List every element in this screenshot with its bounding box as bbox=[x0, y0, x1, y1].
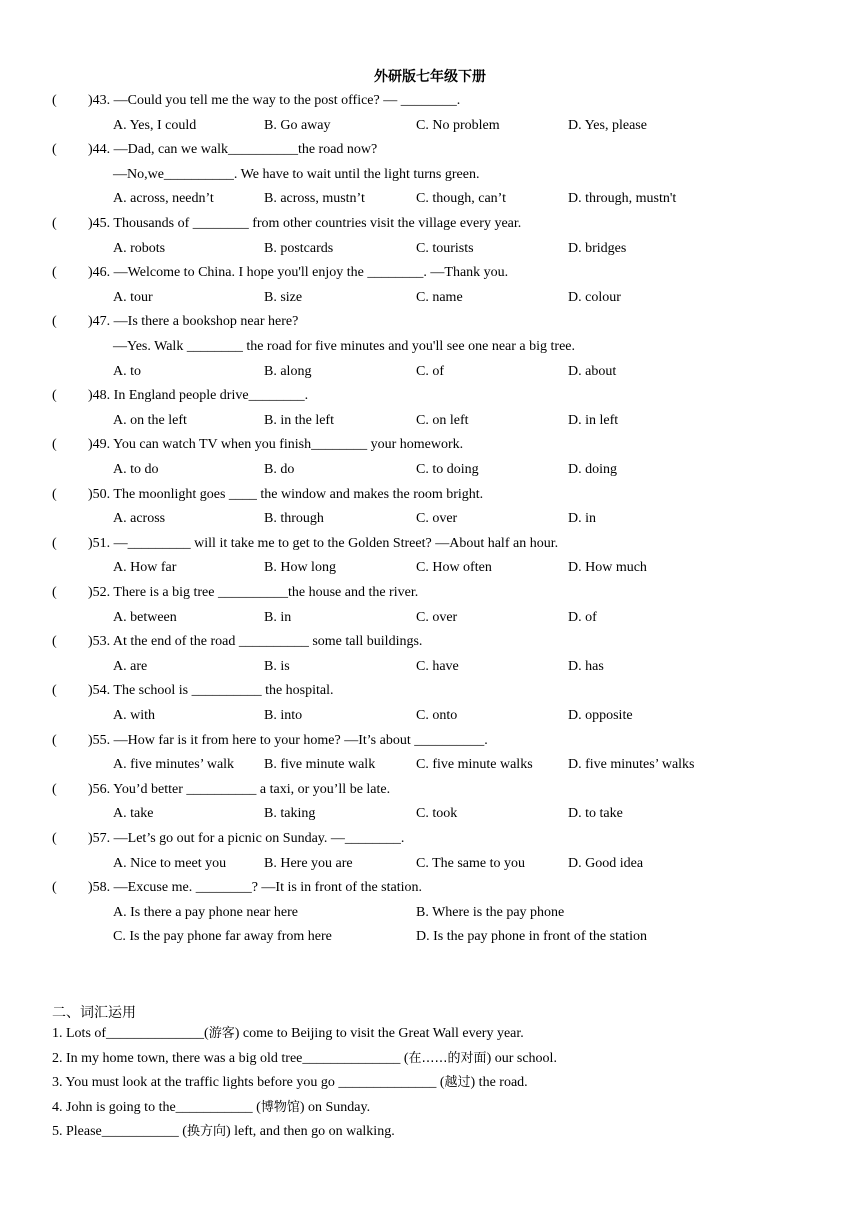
answer-bracket[interactable]: ( bbox=[52, 535, 57, 551]
answer-bracket[interactable]: ( bbox=[52, 216, 57, 231]
answer-bracket[interactable]: ( bbox=[52, 314, 57, 330]
question-text: )56. You’d better __________ a taxi, or you’ll be late. bbox=[88, 781, 391, 797]
question-text: )47. —Is there a bookshop near here? bbox=[88, 314, 299, 330]
answer-option[interactable]: D. colour bbox=[568, 289, 621, 305]
answer-bracket[interactable]: ( bbox=[52, 831, 57, 846]
chinese-hint: 在……的对面 bbox=[408, 1050, 487, 1066]
answer-option[interactable]: A. take bbox=[113, 806, 154, 822]
answer-option[interactable]: C. Is the pay phone far away from here bbox=[113, 929, 332, 945]
answer-option[interactable]: D. Yes, please bbox=[568, 117, 647, 133]
answer-option[interactable]: C. over bbox=[416, 511, 458, 527]
answer-option[interactable]: C. The same to you bbox=[416, 855, 526, 871]
vocabulary-text: 1. Lots of______________( bbox=[52, 1026, 209, 1041]
answer-option[interactable]: A. are bbox=[113, 658, 148, 674]
answer-option[interactable]: A. across bbox=[113, 511, 166, 527]
answer-bracket[interactable]: ( bbox=[52, 265, 57, 281]
answer-option[interactable]: A. tour bbox=[113, 289, 153, 305]
question-text: )44. —Dad, can we walk__________the road now? bbox=[88, 142, 378, 158]
question-stem bbox=[52, 313, 298, 331]
vocabulary-item bbox=[52, 1123, 395, 1141]
question-stem bbox=[52, 92, 460, 110]
vocabulary-text: ) come to Beijing to visit the Great Wall every year. bbox=[234, 1026, 524, 1041]
answer-bracket[interactable]: ( bbox=[52, 781, 57, 797]
answer-option[interactable]: B. Here you are bbox=[264, 855, 353, 871]
question-stem bbox=[52, 215, 521, 233]
answer-bracket[interactable]: ( bbox=[52, 880, 57, 896]
answer-option[interactable]: B. in the left bbox=[264, 412, 334, 428]
answer-option[interactable]: B. postcards bbox=[264, 240, 334, 256]
answer-option[interactable]: C. to doing bbox=[416, 462, 479, 477]
answer-option[interactable]: D. bridges bbox=[568, 240, 627, 256]
answer-option[interactable]: B. is bbox=[264, 658, 290, 674]
answer-option[interactable]: D. five minutes’ walks bbox=[568, 757, 695, 773]
section-title-vocabulary: 二、词汇运用 bbox=[52, 1005, 136, 1021]
answer-option[interactable]: B. along bbox=[264, 363, 312, 379]
chinese-hint: 换方向 bbox=[186, 1124, 226, 1139]
vocabulary-text: ) on Sunday. bbox=[299, 1099, 371, 1115]
answer-option[interactable]: A. How far bbox=[113, 560, 177, 576]
vocabulary-text: 4. John is going to the___________ ( bbox=[52, 1099, 261, 1115]
answer-option[interactable]: B. Where is the pay phone bbox=[416, 904, 565, 920]
answer-option[interactable]: C. have bbox=[416, 658, 459, 674]
question-text: )45. Thousands of ________ from other countries visit the village every year. bbox=[88, 216, 522, 231]
vocabulary-item bbox=[52, 1099, 370, 1117]
answer-option[interactable]: A. on the left bbox=[113, 412, 187, 428]
answer-option[interactable]: C. onto bbox=[416, 708, 458, 723]
answer-option[interactable]: D. to take bbox=[568, 806, 623, 822]
answer-option[interactable]: A. to bbox=[113, 363, 141, 379]
answer-bracket[interactable]: ( bbox=[52, 486, 57, 502]
answer-option[interactable]: D. about bbox=[568, 363, 617, 379]
answer-bracket[interactable]: ( bbox=[52, 437, 57, 453]
question-stem bbox=[52, 830, 404, 848]
vocabulary-item bbox=[52, 1050, 557, 1068]
question-stem bbox=[52, 682, 334, 700]
answer-option[interactable]: A. with bbox=[113, 708, 155, 723]
question-text: )43. —Could you tell me the way to the post office? — ________. bbox=[88, 93, 461, 108]
vocabulary-item bbox=[52, 1025, 524, 1043]
answer-option[interactable]: B. across, mustn’t bbox=[264, 191, 365, 207]
answer-option[interactable]: D. Good idea bbox=[568, 855, 644, 871]
answer-bracket[interactable]: ( bbox=[52, 683, 57, 699]
vocabulary-text: 2. In my home town, there was a big old tree______________ ( bbox=[52, 1050, 409, 1066]
answer-option[interactable]: C. of bbox=[416, 363, 444, 379]
question-stem bbox=[52, 436, 463, 454]
answer-option[interactable]: A. across, needn’t bbox=[113, 191, 214, 207]
answer-option[interactable]: C. over bbox=[416, 609, 458, 625]
question-text: )54. The school is __________ the hospital. bbox=[88, 683, 334, 699]
question-stem bbox=[52, 633, 422, 651]
answer-option[interactable]: A. Is there a pay phone near here bbox=[113, 904, 299, 920]
answer-option[interactable]: C. tourists bbox=[416, 240, 474, 256]
question-text: )53. At the end of the road __________ some tall buildings. bbox=[88, 634, 423, 650]
question-text: )46. —Welcome to China. I hope you'll enjoy the ________. —Thank you. bbox=[88, 265, 509, 281]
answer-option[interactable]: B. through bbox=[264, 511, 324, 527]
vocabulary-item bbox=[52, 1074, 528, 1092]
answer-option[interactable]: B. in bbox=[264, 609, 292, 625]
answer-option[interactable]: A. robots bbox=[113, 240, 166, 256]
answer-option[interactable]: A. five minutes’ walk bbox=[113, 757, 235, 773]
vocabulary-text: ) left, and then go on walking. bbox=[225, 1124, 395, 1139]
answer-option[interactable]: C. on left bbox=[416, 412, 469, 428]
answer-option[interactable]: A. between bbox=[113, 609, 177, 625]
question-stem bbox=[52, 879, 422, 897]
answer-option[interactable]: D. doing bbox=[568, 462, 617, 477]
vocabulary-text: 3. You must look at the traffic lights before you go ______________ ( bbox=[52, 1075, 445, 1090]
question-text: )57. —Let’s go out for a picnic on Sunday. —________. bbox=[88, 831, 405, 846]
answer-option[interactable]: C. though, can’t bbox=[416, 191, 506, 207]
question-text: )58. —Excuse me. ________? —It is in front of the station. bbox=[88, 880, 422, 896]
answer-option[interactable]: D. Is the pay phone in front of the station bbox=[416, 929, 647, 945]
chinese-hint: 越过 bbox=[444, 1075, 471, 1090]
answer-option[interactable]: B. into bbox=[264, 708, 303, 723]
answer-option[interactable]: D. How much bbox=[568, 560, 647, 576]
answer-bracket[interactable]: ( bbox=[52, 142, 57, 158]
chinese-hint: 博物馆 bbox=[260, 1099, 300, 1115]
question-stem bbox=[52, 732, 488, 750]
answer-option[interactable]: B. five minute walk bbox=[264, 757, 376, 773]
page-title: 外研版七年级下册 bbox=[374, 69, 486, 85]
question-text: )50. The moonlight goes ____ the window and makes the room bright. bbox=[88, 486, 484, 502]
answer-bracket[interactable]: ( bbox=[52, 388, 57, 404]
question-stem bbox=[52, 584, 418, 602]
answer-option[interactable]: A. to do bbox=[113, 462, 159, 477]
answer-option[interactable]: A. Yes, I could bbox=[113, 117, 197, 133]
answer-option[interactable]: A. Nice to meet you bbox=[113, 855, 227, 871]
question-text: )48. In England people drive________. bbox=[88, 388, 309, 404]
question-text: )51. —_________ will it take me to get to the Golden Street? —About half an hour. bbox=[88, 535, 559, 551]
question-text: )49. You can watch TV when you finish________ your homework. bbox=[88, 437, 464, 453]
question-stem bbox=[52, 781, 390, 799]
answer-bracket[interactable]: ( bbox=[52, 93, 57, 108]
answer-option[interactable]: D. in bbox=[568, 511, 596, 527]
question-stem bbox=[52, 264, 508, 282]
answer-option[interactable]: C. No problem bbox=[416, 117, 500, 133]
question-stem bbox=[52, 486, 483, 504]
question-text: )55. —How far is it from here to your home? —It’s about __________. bbox=[88, 732, 488, 748]
question-continuation: —No,we__________. We have to wait until the light turns green. bbox=[113, 166, 480, 182]
answer-option[interactable]: C. five minute walks bbox=[416, 757, 533, 773]
question-text: )52. There is a big tree __________the house and the river. bbox=[88, 585, 419, 600]
answer-option[interactable]: D. of bbox=[568, 609, 597, 625]
question-continuation: —Yes. Walk ________ the road for five minutes and you'll see one near a big tree. bbox=[113, 339, 575, 354]
answer-option[interactable]: C. took bbox=[416, 806, 458, 822]
answer-bracket[interactable]: ( bbox=[52, 634, 57, 650]
question-stem bbox=[52, 535, 558, 553]
answer-option[interactable]: D. in left bbox=[568, 412, 619, 428]
answer-option[interactable]: C. name bbox=[416, 289, 463, 305]
answer-bracket[interactable]: ( bbox=[52, 585, 57, 600]
answer-option[interactable]: C. How often bbox=[416, 560, 492, 576]
answer-option[interactable]: D. opposite bbox=[568, 708, 633, 723]
vocabulary-text: ) our school. bbox=[486, 1050, 557, 1066]
answer-option[interactable]: B. size bbox=[264, 289, 303, 305]
answer-option[interactable]: B. Go away bbox=[264, 117, 331, 133]
answer-option[interactable]: B. do bbox=[264, 462, 295, 477]
answer-option[interactable]: D. has bbox=[568, 658, 604, 674]
vocabulary-text: 5. Please___________ ( bbox=[52, 1124, 187, 1139]
chinese-hint: 游客 bbox=[208, 1026, 235, 1041]
answer-bracket[interactable]: ( bbox=[52, 732, 57, 748]
question-stem bbox=[52, 387, 308, 405]
answer-option[interactable]: B. How long bbox=[264, 560, 336, 576]
vocabulary-text: ) the road. bbox=[470, 1075, 528, 1090]
answer-option[interactable]: D. through, mustn't bbox=[568, 191, 677, 207]
answer-option[interactable]: B. taking bbox=[264, 806, 316, 822]
question-stem bbox=[52, 141, 377, 159]
